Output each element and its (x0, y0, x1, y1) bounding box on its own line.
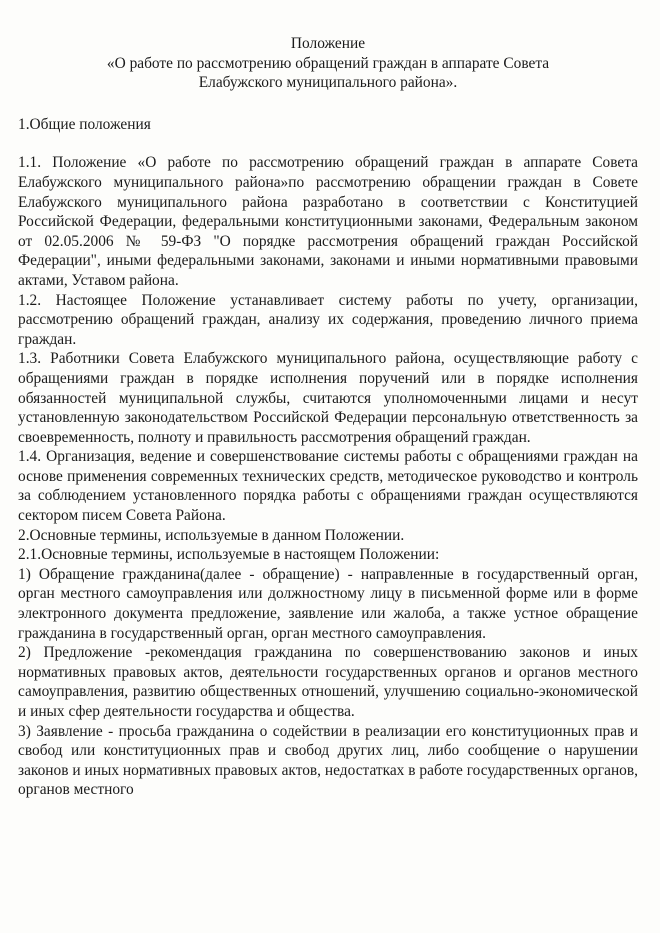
title-line-3: Елабужского муниципального района». (198, 74, 458, 92)
document-title (18, 34, 638, 93)
paragraph-1-3: 1.3. Работники Совета Елабужского муниципального района, осуществляющие работу с обращениями граждан в порядке исполнения поручений или в порядке исполнения обязанностей муниципальной службы, считаются уполномоченными лицами и несут установленную законодательством Российской Федерации персональную ответственность за своевременность, полноту и правильность рассмотрения обращений граждан. (18, 350, 638, 446)
title-line-2: «О работе по рассмотрению обращений граждан в аппарате Совета (106, 54, 550, 72)
paragraph-2-1: 2.1.Основные термины, используемые в настоящем Положении: (18, 546, 440, 564)
term-1-appeal: 1) Обращение гражданина(далее - обращение) - направленные в государственный орган, орган местного самоуправления или должностному лицу в письменной форме или в форме электронного документа предложение, заявление или жалоба, а также устное обращение гражданина в государственный орган, орган местного самоуправления. (18, 565, 638, 642)
paragraph-1-2: 1.2. Настоящее Положение устанавливает систему работы по учету, организации, рассмотрению обращений граждан, анализу их содержания, проведению личного приема граждан. (18, 291, 638, 348)
paragraph-1-4: 1.4. Организация, ведение и совершенствование системы работы с обращениями граждан на основе применения современных технических средств, методическое руководство и контроль за соблюдением установленного порядка работы с обращениями граждан осуществляются сектором писем Совета Района. (18, 448, 638, 525)
term-3-statement: 3) Заявление - просьба гражданина о содействии в реализации его конституционных прав и свобод или конституционных прав и свобод других лиц, либо сообщение о нарушении законов и иных нормативных правовых актов, недостатках в работе государственных органов, органов местного (18, 722, 638, 799)
section-heading-terms: 2.Основные термины, используемые в данном Положении. (18, 526, 405, 544)
section-heading-general: 1.Общие положения (18, 115, 151, 133)
title-line-1: Положение (290, 35, 366, 52)
term-2-proposal: 2) Предложение -рекомендация гражданина по совершенствованию законов и иных нормативных правовых актов, деятельности государственных органов и органов местного самоуправления, развитию общественных отношений, улучшению социально-экономической и иных сфер деятельности государства и общества. (18, 644, 638, 720)
paragraph-1-1: 1.1. Положение «О работе по рассмотрению обращений граждан в аппарате Совета Елабужского муниципального района»по рассмотрению обращении граждан в Совете Елабужского муниципального района разработано в соответствии с Конституцией Российской Федерации, федеральными конституционными законами, Федеральным законом от 02.05.2006 № 59-ФЗ "О порядке рассмотрения обращений граждан Российской Федерации", иными федеральными законами, законами и иными нормативными правовыми актами, Уставом района. (18, 154, 638, 289)
